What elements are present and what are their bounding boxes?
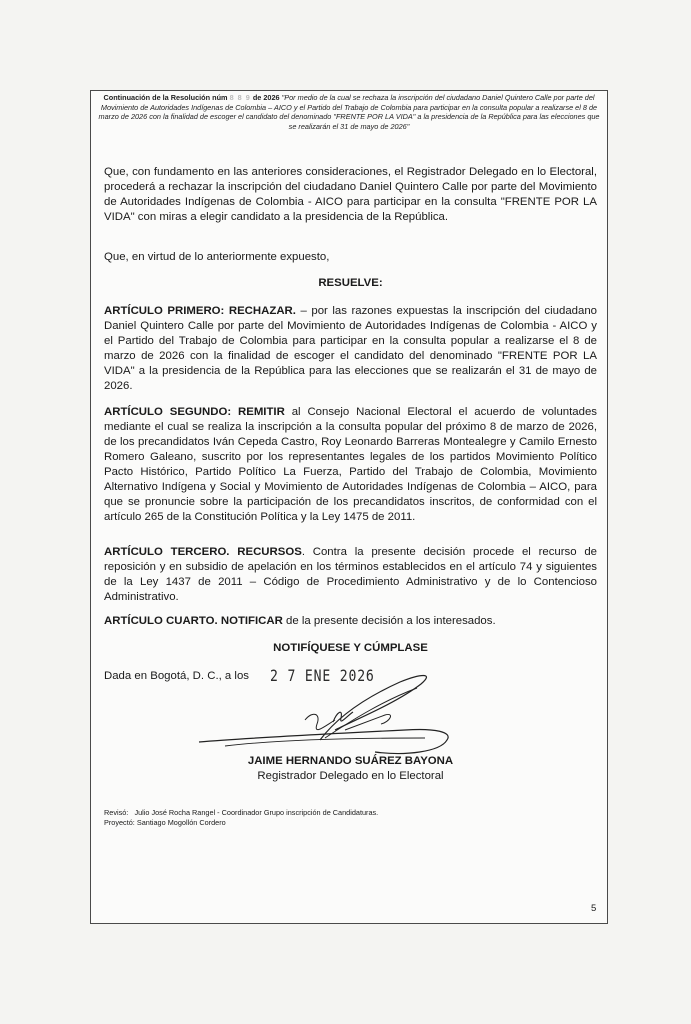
reviso-label: Revisó: — [104, 808, 129, 817]
article-cuarto-title: ARTÍCULO CUARTO. NOTIFICAR — [104, 615, 283, 627]
article-tercero — [104, 545, 597, 605]
resolution-number-mark: 8 8 9 — [229, 93, 251, 102]
date-place-label: Dada en Bogotá, D. C., a los — [104, 670, 249, 682]
header-description: "Por medio de la cual se rechaza la inscripción del ciudadano Daniel Quintero Calle por parte del Movimiento de Autoridades Indígenas de Colombia – AICO y el Partido del Trabajo de Colombia para participar en la consulta popular a realizarse el 8 de marzo de 2026 con la finalidad de escoger el candidato del denominado "FRENTE POR LA VIDA" a la presidencia de la República para las elecciones que se realizarán el 31 de mayo de 2026" — [98, 93, 600, 131]
proyecto-text: Santiago Mogollón Cordero — [136, 818, 226, 827]
article-cuarto-text: de la presente decisión a los interesados. — [282, 615, 496, 627]
proyecto-label: Proyectó: — [104, 818, 135, 827]
signer-block — [104, 754, 597, 784]
review-block — [104, 808, 378, 828]
reviso-text: Julio José Rocha Rangel - Coordinador Grupo inscripción de Candidaturas. — [134, 808, 379, 817]
article-primero-title: ARTÍCULO PRIMERO: RECHAZAR. — [104, 305, 296, 317]
proyecto-line — [104, 818, 378, 828]
article-segundo-text: al Consejo Nacional Electoral el acuerdo de voluntades mediante el cual se realiza la inscripción a la consulta popular del próximo 8 de marzo de 2026, de los precandidatos Iván Cepeda Castro, Roy Leonardo Barreras Montealegre y Camilo Ernesto Romero Galeano, suscrito por los representantes legales de los partidos Movimiento Político Pacto Histórico, Partido Político La Fuerza, Partido del Trabajo de Colombia, Movimiento Alternativo Indígena y Social y Movimiento de Autoridades Indígenas de Colombia – AICO, para que se pronuncie sobre la participación de los precandidatos inscritos, de conformidad con el artículo 265 de la Constitución Política y la Ley 1475 de 2011. — [104, 406, 597, 523]
date-stamp: 2 7 ENE 2026 — [270, 666, 375, 685]
signer-title: Registrador Delegado en lo Electoral — [257, 770, 444, 782]
notifiquese-heading: NOTIFÍQUESE Y CÚMPLASE — [273, 642, 428, 654]
resolution-header — [96, 93, 602, 131]
paragraph-considerations: Que, con fundamento en las anteriores consideraciones, el Registrador Delegado en lo Electoral, procederá a rechazar la inscripción del ciudadano Daniel Quintero Calle por parte del Movimiento de Autoridades Indígenas de Colombia - AICO para participar en la consulta "FRENTE POR LA VIDA" con miras a elegir candidato a la presidencia de la República. — [104, 166, 597, 223]
article-primero-text: – por las razones expuestas la inscripción del ciudadano Daniel Quintero Calle por parte del Movimiento de Autoridades Indígenas de Colombia - AICO y el Partido del Trabajo de Colombia para participar en la consulta popular a realizarse el 8 de marzo de 2026 con la finalidad de escoger el candidato del denominado "FRENTE POR LA VIDA" a la presidencia de la República para las elecciones que se realizarán el 31 de mayo de 2026. — [104, 305, 598, 392]
article-tercero-text: . Contra la presente decisión procede el recurso de reposición y en subsidio de apelación en los términos establecidos en el artículo 74 y siguientes de la Ley 1437 de 2011 – Código de Procedimiento Administrativo y de lo Contencioso Administrativo. — [104, 546, 597, 603]
article-segundo — [104, 405, 597, 525]
reviso-line — [104, 808, 378, 818]
article-segundo-title: ARTÍCULO SEGUNDO: REMITIR — [104, 406, 285, 418]
resuelve-heading: RESUELVE: — [318, 277, 383, 289]
paragraph-expuesto: Que, en virtud de lo anteriormente expuesto, — [104, 251, 330, 263]
page-number: 5 — [591, 903, 597, 914]
article-tercero-title: ARTÍCULO TERCERO. RECURSOS — [104, 546, 302, 558]
article-primero — [104, 304, 597, 394]
header-year: de 2026 — [252, 93, 280, 102]
signer-name: JAIME HERNANDO SUÁREZ BAYONA — [247, 755, 454, 767]
header-prefix: Continuación de la Resolución núm — [103, 93, 228, 102]
article-cuarto — [104, 614, 597, 629]
